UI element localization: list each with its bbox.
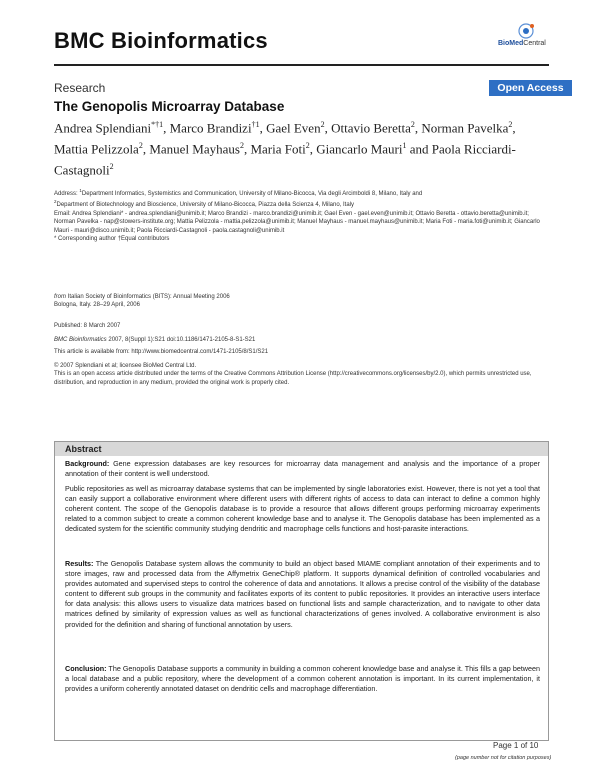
article-section: Research (54, 81, 106, 95)
page-note: (page number not for citation purposes) (455, 755, 552, 761)
author: Maria Foti (250, 141, 306, 157)
header-rule (54, 64, 549, 66)
author: Manuel Mayhaus (149, 141, 240, 157)
publisher-logo: BioMedCentral (498, 40, 546, 47)
abstract-background: Background: Gene expression databases are key resources for microarray data management and analysis and the importance of a proper annotation of their content is well understood. (65, 459, 540, 479)
author-list: Andrea Splendiani$^{*\dagger 1}$, Marco Brandizi$^{\dagger 1}$, Gael Even$^2$, Ottavio Beretta$^2$, Norman Pavelka$^2$, Mattia Pelizzola$^2$, Manuel Mayhaus$^2$, Maria Foti$^2$, Giancarlo Mauri$^1$ and Paola Ricciardi-Castagnoli$^2$ (54, 120, 516, 177)
author: Mattia Pelizzola (54, 141, 139, 157)
copyright: © 2007 Splendiani et al; licensee BioMed Central Ltd. This is an open access article distributed under the terms of the Creative Commons Attribution License (http://creativecommons.org/licenses/by/2.0), which permits unrestricted use, distribution, and reproduction in any medium, provided the original work is properly cited. (54, 363, 532, 386)
author: Marco Brandizi (169, 120, 252, 136)
abstract-results: Results: The Genopolis Database system allows the community to build an object based MIAME compliant annotation of their experiments and to store images, raw and processed data from the Affymetrix GeneChip® platform. It supports dynamical definition of controlled vocabularies and provides automated and supervised steps to control the coherence of data and annotations. It allows a precise control of the visibility of the database content to different sub groups in the community and facilitates exports of its content to public repositories. It provides an interactive users interface for data analysis: this allows users to visualize data matrices based on functional lists and sample characterization, and to navigate to other data matrices defined by similarity of expression values as well as functional characterizations of genes involved. A collaborative environment is also provided for the definition and sharing of functional annotation by users. (65, 559, 540, 629)
email-list: Email: Andrea Splendiani* - andrea.splendiani@unimib.it; Marco Brandizi - marco.brandizi@unimib.it; Gael Even - gael.even@unimib.it; Ottavio Beretta - ottavio.beretta@unimib.it; Norman Pavelka - nap@stowers-institute.org; Mattia Pelizzola - mattia.pelizzola@unimib.it; Manuel Mayhaus - manuel.mayhaus@unimib.it; Maria Foti - maria.foti@unimib.it; Giancarlo Mauri - mauri@disco.unimib.it; Paola Ricciardi-Castagnoli - paola.castagnoli@unimib.it * Corresponding author †Equal contributors (54, 211, 540, 243)
citation: BMC Bioinformatics 2007, 8(Suppl 1):S21 doi:10.1186/1471-2105-8-S1-S21 (54, 337, 256, 343)
abstract-paragraph: Public repositories as well as microarray database systems that can be implemented by single laboratories exist. However, there is not yet a tool that can easily support a collaborative environment where different users with different rights of access to data can interact to define a common highly coherent content. The scope of the Genopolis database is to provide a resource that allows different groups performing microarray experiments related to a common subject to create a common coherent knowledge base and to analyse it. The Genopolis database has been implemented as a dedicated system for the scientific community studying dendritic and macrophage cells functions and host-parasite interactions. (65, 484, 540, 534)
author: Paola Ricciardi-Castagnoli (54, 141, 516, 177)
abstract-box (54, 441, 549, 741)
author: Gael Even (266, 120, 321, 136)
author: Andrea Splendiani (54, 120, 152, 136)
publication-date: Published: 8 March 2007 (54, 323, 121, 329)
journal-title: BMC Bioinformatics (54, 28, 268, 53)
footnote: * Corresponding author †Equal contributors (54, 236, 170, 243)
page-number: Page 1 of 10 (493, 741, 539, 750)
author: Giancarlo Mauri (316, 141, 403, 157)
author: Norman Pavelka (421, 120, 509, 136)
abstract-conclusion: Conclusion: The Genopolis Database supports a community in building a common coherent knowledge base and analyse it. This fills a gap between a local database and a public repository, where the development of a common coherent annotation is important. In its current implementation, it provides a uniform coherently annotated dataset on dendritic cells and macrophage differentiation. (65, 664, 540, 694)
article-url: This article is available from: http://www.biomedcentral.com/1471-2105/8/S1/S21 (54, 349, 269, 355)
abstract-heading: Abstract (55, 442, 548, 456)
biomed-central-logo-icon (515, 22, 537, 40)
meeting-source: from Italian Society of Bioinformatics (BITS): Annual Meeting 2006 Bologna, Italy. 28–29 April, 2006 (54, 294, 230, 309)
affiliations: Address: $^1$Department Informatics, Systemistics and Communication, University of Milano-Bicocca, Via degli Arcimboldi 8, Milano, Italy and $^2$Department of Biotechnology and Bioscience, University of Milano-Bicocca, Piazza della Scienza 4, Milano, Italy (54, 188, 423, 209)
article-title: The Genopolis Microarray Database (54, 99, 285, 114)
author: Ottavio Beretta (331, 120, 411, 136)
open-access-badge: Open Access (489, 80, 572, 96)
